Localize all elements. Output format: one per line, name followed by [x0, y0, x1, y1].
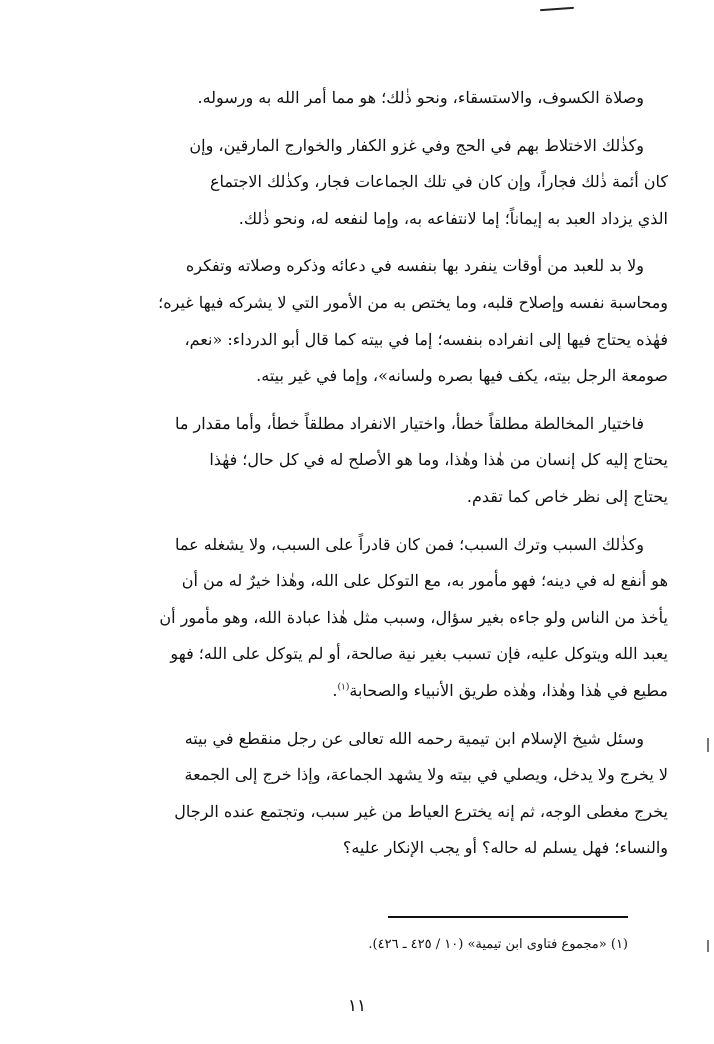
- text-line: وكذٰلك السبب وترك السبب؛ فمن كان قادراً على السبب، ولا يشغله عما: [174, 534, 644, 554]
- text-line: يعبد الله ويتوكل عليه، فإن تسبب بغير نية صالحة، أو لم يتوكل على الله؛ فهو: [170, 644, 668, 664]
- paragraph: [40, 527, 668, 710]
- margin-mark: [707, 738, 709, 752]
- text-line: مطيع في هٰذا وهٰذا، وهٰذه طريق الأنبياء والصحابة$^{(١)}$.: [332, 680, 668, 700]
- text-line: لا يخرج ولا يدخل، ويصلي في بيته ولا يشهد الجماعة، وإذا خرج إلى الجمعة: [184, 765, 668, 785]
- text-line: الذي يزداد العبد به إيماناً؛ إما لانتفاعه به، وإما لنفعه له، ونحو ذٰلك.: [238, 208, 668, 228]
- text-line: يخرج مغطى الوجه، ثم إنه يخترع العياط من غير سبب، وتجتمع عنده الرجال: [174, 801, 668, 821]
- text-line: فهٰذه يحتاج فيها إلى انفراده بنفسه؛ إما في بيته كما قال أبو الدرداء: «نعم،: [184, 329, 668, 349]
- text-line: يحتاج إليه كل إنسان من هٰذا وهٰذا، وما هو الأصلح له في كل حال؛ فهٰذا: [209, 450, 668, 470]
- text-line: ومحاسبة نفسه وإصلاح قلبه، وما يختص به من الأمور التي لا يشركه فيها غيره؛: [158, 292, 668, 312]
- text-line: والنساء؛ فهل يسلم له حاله؟ أو يجب الإنكار عليه؟: [342, 838, 668, 858]
- text-line: يحتاج إلى نظر خاص كما تقدم.: [466, 486, 668, 506]
- paragraph: [40, 80, 668, 117]
- text-line: ولا بد للعبد من أوقات ينفرد بها بنفسه في دعائه وذكره وصلاته وتفكره: [185, 256, 644, 276]
- footnote-divider: [388, 916, 628, 918]
- text-line: فاختيار المخالطة مطلقاً خطأ، واختيار الانفراد مطلقاً خطأ، وأما مقدار ما: [174, 413, 644, 433]
- paragraph: [40, 406, 668, 516]
- paragraph: [40, 128, 668, 238]
- text-line: صومعة الرجل بيته، يكف فيها بصره ولسانه»، وإما في غير بيته.: [256, 366, 668, 386]
- text-line: هو أنفع له في دينه؛ فهو مأمور به، مع التوكل على الله، وهٰذا خيرٌ له من أن: [181, 571, 668, 591]
- text-line: وسئل شيخ الإسلام ابن تيمية رحمه الله تعالى عن رجل منقطع في بيته: [184, 728, 644, 748]
- header-mark: [540, 7, 574, 11]
- margin-mark: [707, 940, 709, 952]
- text-line: وكذٰلك الاختلاط بهم في الحج وفي غزو الكفار والخوارج المارقين، وإن: [189, 135, 644, 155]
- text-segment: مطيع في هٰذا وهٰذا، وهٰذه طريق الأنبياء والصحابة: [349, 680, 668, 700]
- paragraph: [40, 721, 668, 867]
- text-line: كان أئمة ذٰلك فجاراً، وإن كان في تلك الجماعات فجار، وكذٰلك الاجتماع: [209, 172, 668, 192]
- footnote: (١) «مجموع فتاوى ابن تيمية» (١٠ / ٤٢٥ ـ ٤٢٦).: [368, 937, 628, 952]
- page-number: ١١: [347, 996, 367, 1016]
- body-text: [40, 80, 668, 867]
- text-line: يأخذ من الناس ولو جاءه بغير سؤال، وسبب مثل هٰذا عبادة الله، وهو مأمور أن: [159, 607, 668, 627]
- text-line: وصلاة الكسوف، والاستسقاء، ونحو ذٰلك؛ هو مما أمر الله به ورسوله.: [197, 88, 644, 107]
- paragraph: [40, 248, 668, 394]
- footnote-ref: (١): [337, 682, 350, 693]
